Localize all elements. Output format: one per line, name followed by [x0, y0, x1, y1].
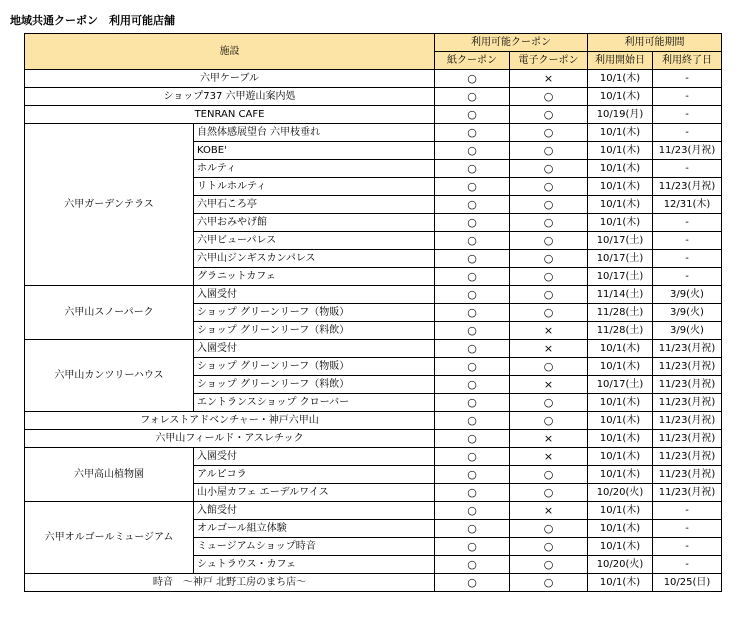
paper-mark: ○ [435, 268, 510, 286]
paper-mark: ○ [435, 286, 510, 304]
electronic-mark: ○ [510, 232, 588, 250]
paper-mark: ○ [435, 376, 510, 394]
start-date-cell: 10/1(木) [588, 574, 653, 592]
start-date-cell: 10/1(木) [588, 412, 653, 430]
start-date-cell: 10/17(土) [588, 268, 653, 286]
electronic-mark: ○ [510, 574, 588, 592]
sub-facility-cell: ミュージアムショップ時音 [194, 538, 435, 556]
electronic-mark: × [510, 376, 588, 394]
table-row [25, 124, 722, 142]
facility-group-cell: 六甲高山植物園 [25, 448, 194, 502]
table-row [25, 448, 722, 466]
header-facility: 施設 [25, 34, 435, 70]
facility-cell: TENRAN CAFE [25, 106, 435, 124]
electronic-mark: × [510, 502, 588, 520]
paper-mark: ○ [435, 88, 510, 106]
end-date-cell: 11/23(月祝) [653, 142, 722, 160]
start-date-cell: 11/14(土) [588, 286, 653, 304]
paper-mark: ○ [435, 520, 510, 538]
start-date-cell: 10/1(木) [588, 178, 653, 196]
end-date-cell: 11/23(月祝) [653, 340, 722, 358]
end-date-cell: 11/23(月祝) [653, 178, 722, 196]
start-date-cell: 10/1(木) [588, 88, 653, 106]
paper-mark: ○ [435, 232, 510, 250]
start-date-cell: 10/20(火) [588, 484, 653, 502]
facility-cell: フォレストアドベンチャー・神戸六甲山 [25, 412, 435, 430]
sub-facility-cell: ショップ グリーンリーフ（物販） [194, 358, 435, 376]
table-row [25, 286, 722, 304]
paper-mark: ○ [435, 106, 510, 124]
sub-facility-cell: グラニットカフェ [194, 268, 435, 286]
table-row [25, 430, 722, 448]
sub-facility-cell: ショップ グリーンリーフ（物販） [194, 304, 435, 322]
start-date-cell: 10/1(木) [588, 142, 653, 160]
header-start-date: 利用開始日 [588, 52, 653, 70]
paper-mark: ○ [435, 484, 510, 502]
start-date-cell: 10/1(木) [588, 160, 653, 178]
start-date-cell: 10/1(木) [588, 466, 653, 484]
facility-cell: 六甲山フィールド・アスレチック [25, 430, 435, 448]
paper-mark: ○ [435, 466, 510, 484]
end-date-cell: 11/23(月祝) [653, 430, 722, 448]
facility-group-cell: 六甲オルゴールミュージアム [25, 502, 194, 574]
sub-facility-cell: アルピコラ [194, 466, 435, 484]
end-date-cell: - [653, 232, 722, 250]
electronic-mark: ○ [510, 196, 588, 214]
end-date-cell: - [653, 214, 722, 232]
electronic-mark: ○ [510, 466, 588, 484]
end-date-cell: 3/9(火) [653, 286, 722, 304]
start-date-cell: 11/28(土) [588, 322, 653, 340]
paper-mark: ○ [435, 142, 510, 160]
start-date-cell: 10/1(木) [588, 340, 653, 358]
header-paper-coupon: 紙クーポン [435, 52, 510, 70]
sub-facility-cell: KOBE' [194, 142, 435, 160]
table-row [25, 412, 722, 430]
paper-mark: ○ [435, 214, 510, 232]
header-electronic-coupon: 電子クーポン [510, 52, 588, 70]
end-date-cell: 11/23(月祝) [653, 376, 722, 394]
sub-facility-cell: 六甲山ジンギスカンパレス [194, 250, 435, 268]
paper-mark: ○ [435, 448, 510, 466]
sub-facility-cell: 入園受付 [194, 340, 435, 358]
table-row [25, 106, 722, 124]
electronic-mark: ○ [510, 556, 588, 574]
sub-facility-cell: 六甲石ころ亭 [194, 196, 435, 214]
table-row [25, 340, 722, 358]
paper-mark: ○ [435, 412, 510, 430]
sub-facility-cell: シュトラウス・カフェ [194, 556, 435, 574]
electronic-mark: × [510, 322, 588, 340]
sub-facility-cell: ホルティ [194, 160, 435, 178]
start-date-cell: 10/1(木) [588, 358, 653, 376]
electronic-mark: ○ [510, 160, 588, 178]
end-date-cell: 12/31(木) [653, 196, 722, 214]
paper-mark: ○ [435, 358, 510, 376]
end-date-cell: 11/23(月祝) [653, 394, 722, 412]
facility-group-cell: 六甲ガーデンテラス [25, 124, 194, 286]
electronic-mark: ○ [510, 178, 588, 196]
paper-mark: ○ [435, 430, 510, 448]
end-date-cell: - [653, 160, 722, 178]
sub-facility-cell: ショップ グリーンリーフ（料飲） [194, 376, 435, 394]
electronic-mark: ○ [510, 484, 588, 502]
sub-facility-cell: 自然体感展望台 六甲枝垂れ [194, 124, 435, 142]
end-date-cell: - [653, 538, 722, 556]
end-date-cell: 11/23(月祝) [653, 448, 722, 466]
electronic-mark: ○ [510, 268, 588, 286]
electronic-mark: ○ [510, 124, 588, 142]
electronic-mark: ○ [510, 214, 588, 232]
paper-mark: ○ [435, 556, 510, 574]
start-date-cell: 10/1(木) [588, 124, 653, 142]
paper-mark: ○ [435, 70, 510, 88]
paper-mark: ○ [435, 322, 510, 340]
sub-facility-cell: エントランスショップ クローバー [194, 394, 435, 412]
end-date-cell: - [653, 250, 722, 268]
header-coupon-group: 利用可能クーポン [435, 34, 588, 52]
table-row [25, 574, 722, 592]
electronic-mark: ○ [510, 358, 588, 376]
end-date-cell: - [653, 88, 722, 106]
sub-facility-cell: 入園受付 [194, 286, 435, 304]
electronic-mark: ○ [510, 142, 588, 160]
end-date-cell: 3/9(火) [653, 304, 722, 322]
electronic-mark: × [510, 448, 588, 466]
sub-facility-cell: 六甲おみやげ館 [194, 214, 435, 232]
start-date-cell: 10/1(木) [588, 502, 653, 520]
coupon-store-table [24, 33, 722, 592]
facility-cell: 六甲ケーブル [25, 70, 435, 88]
paper-mark: ○ [435, 340, 510, 358]
table-row [25, 70, 722, 88]
end-date-cell: 11/23(月祝) [653, 358, 722, 376]
paper-mark: ○ [435, 574, 510, 592]
end-date-cell: 11/23(月祝) [653, 466, 722, 484]
end-date-cell: - [653, 556, 722, 574]
start-date-cell: 10/17(土) [588, 250, 653, 268]
start-date-cell: 10/1(木) [588, 394, 653, 412]
paper-mark: ○ [435, 178, 510, 196]
electronic-mark: ○ [510, 538, 588, 556]
start-date-cell: 10/19(月) [588, 106, 653, 124]
end-date-cell: 11/23(月祝) [653, 484, 722, 502]
header-end-date: 利用終了日 [653, 52, 722, 70]
paper-mark: ○ [435, 250, 510, 268]
end-date-cell: - [653, 70, 722, 88]
start-date-cell: 10/1(木) [588, 196, 653, 214]
electronic-mark: ○ [510, 286, 588, 304]
facility-group-cell: 六甲山カンツリーハウス [25, 340, 194, 412]
end-date-cell: - [653, 124, 722, 142]
start-date-cell: 10/1(木) [588, 538, 653, 556]
sub-facility-cell: ショップ グリーンリーフ（料飲） [194, 322, 435, 340]
electronic-mark: ○ [510, 304, 588, 322]
sub-facility-cell: オルゴール組立体験 [194, 520, 435, 538]
end-date-cell: 10/25(日) [653, 574, 722, 592]
sub-facility-cell: 六甲ビューパレス [194, 232, 435, 250]
table-row [25, 502, 722, 520]
facility-group-cell: 六甲山スノーパーク [25, 286, 194, 340]
electronic-mark: × [510, 340, 588, 358]
start-date-cell: 10/1(木) [588, 70, 653, 88]
start-date-cell: 10/20(火) [588, 556, 653, 574]
end-date-cell: - [653, 268, 722, 286]
page-title: 地域共通クーポン 利用可能店舗 [10, 14, 175, 27]
start-date-cell: 10/1(木) [588, 214, 653, 232]
end-date-cell: 3/9(火) [653, 322, 722, 340]
paper-mark: ○ [435, 124, 510, 142]
start-date-cell: 10/17(土) [588, 376, 653, 394]
sub-facility-cell: 入園受付 [194, 448, 435, 466]
electronic-mark: ○ [510, 520, 588, 538]
facility-cell: ショップ737 六甲遊山案内処 [25, 88, 435, 106]
start-date-cell: 10/17(土) [588, 232, 653, 250]
header-period-group: 利用可能期間 [588, 34, 722, 52]
electronic-mark: ○ [510, 412, 588, 430]
electronic-mark: × [510, 430, 588, 448]
start-date-cell: 10/1(木) [588, 520, 653, 538]
end-date-cell: - [653, 520, 722, 538]
facility-cell: 時音 ～神戸 北野工房のまち店～ [25, 574, 435, 592]
electronic-mark: ○ [510, 394, 588, 412]
paper-mark: ○ [435, 394, 510, 412]
start-date-cell: 10/1(木) [588, 448, 653, 466]
paper-mark: ○ [435, 538, 510, 556]
paper-mark: ○ [435, 196, 510, 214]
sub-facility-cell: 山小屋カフェ エーデルワイス [194, 484, 435, 502]
paper-mark: ○ [435, 502, 510, 520]
sub-facility-cell: 入館受付 [194, 502, 435, 520]
end-date-cell: 11/23(月祝) [653, 412, 722, 430]
table-header-row [25, 34, 722, 52]
electronic-mark: × [510, 70, 588, 88]
start-date-cell: 11/28(土) [588, 304, 653, 322]
end-date-cell: - [653, 106, 722, 124]
electronic-mark: ○ [510, 106, 588, 124]
paper-mark: ○ [435, 304, 510, 322]
paper-mark: ○ [435, 160, 510, 178]
electronic-mark: ○ [510, 88, 588, 106]
sub-facility-cell: リトルホルティ [194, 178, 435, 196]
end-date-cell: - [653, 502, 722, 520]
electronic-mark: ○ [510, 250, 588, 268]
table-row [25, 88, 722, 106]
start-date-cell: 10/1(木) [588, 430, 653, 448]
